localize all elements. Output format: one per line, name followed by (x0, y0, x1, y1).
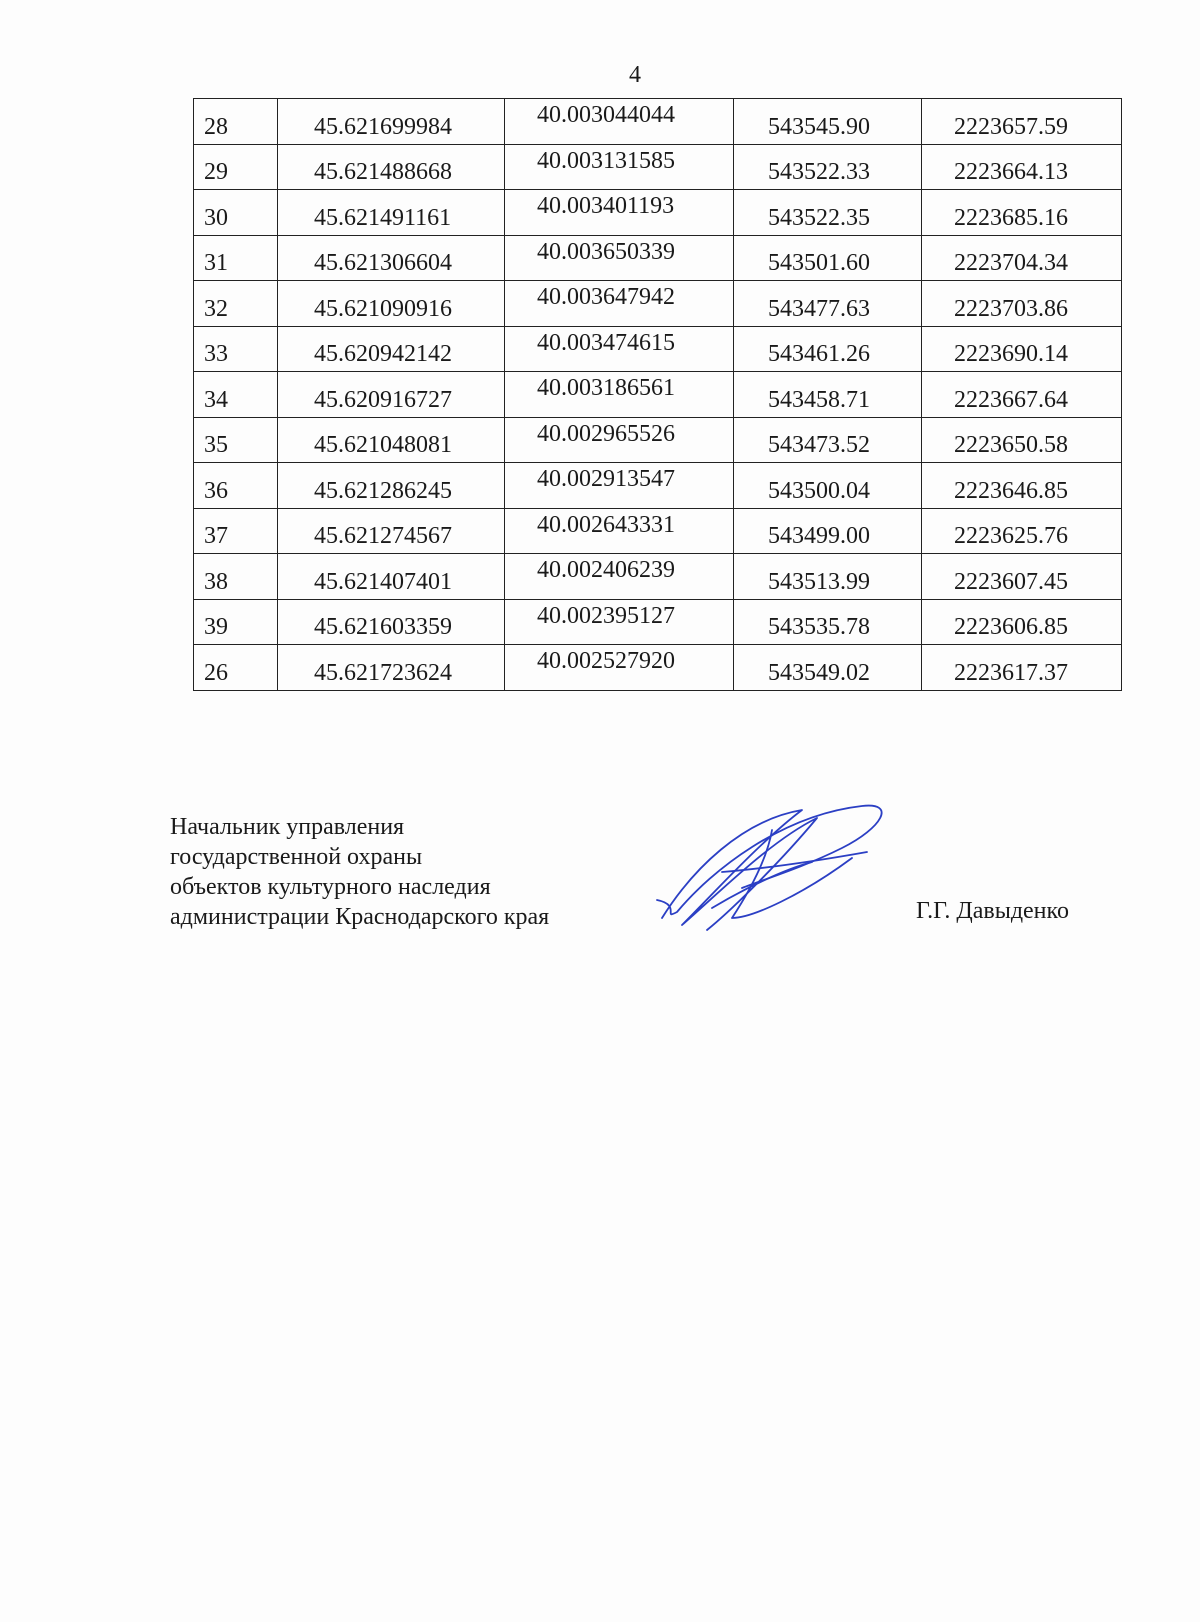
cell-latitude-text: 45.621090916 (314, 295, 452, 322)
cell-longitude-text: 40.003647942 (537, 284, 675, 310)
cell-x-coordinate (734, 599, 922, 645)
table-row (194, 281, 1122, 327)
table-row (194, 508, 1122, 554)
signatory-title-line: администрации Краснодарского края (170, 904, 550, 930)
cell-x-coordinate-text: 543477.63 (768, 295, 870, 322)
cell-latitude (278, 190, 505, 236)
coordinates-table (193, 98, 1122, 691)
coordinates-table-body (194, 99, 1122, 691)
cell-longitude-text: 40.002527920 (537, 648, 675, 674)
cell-point-number-text: 33 (204, 341, 228, 367)
cell-point-number (194, 645, 278, 691)
cell-latitude (278, 281, 505, 327)
cell-latitude (278, 599, 505, 645)
cell-latitude-text: 45.620916727 (314, 386, 452, 413)
cell-longitude-text: 40.002395127 (537, 602, 675, 629)
cell-x-coordinate (734, 645, 922, 691)
cell-point-number (194, 463, 278, 509)
cell-longitude-text: 40.002965526 (537, 420, 675, 447)
cell-point-number-text: 34 (204, 386, 228, 413)
cell-longitude (505, 99, 734, 145)
cell-y-coordinate (922, 554, 1122, 600)
cell-x-coordinate (734, 372, 922, 418)
cell-x-coordinate (734, 326, 922, 372)
cell-latitude-text: 45.621286245 (314, 477, 452, 504)
cell-x-coordinate (734, 463, 922, 509)
signatory-title-line: объектов культурного наследия (170, 874, 491, 900)
cell-latitude (278, 508, 505, 554)
cell-x-coordinate (734, 508, 922, 554)
table-row (194, 144, 1122, 190)
cell-point-number-text: 28 (204, 113, 228, 140)
cell-y-coordinate (922, 645, 1122, 691)
cell-latitude (278, 554, 505, 600)
cell-x-coordinate-text: 543458.71 (768, 386, 870, 413)
cell-x-coordinate (734, 235, 922, 281)
cell-y-coordinate-text: 2223664.13 (954, 159, 1068, 185)
cell-point-number-text: 35 (204, 432, 228, 458)
cell-y-coordinate (922, 417, 1122, 463)
cell-longitude (505, 599, 734, 645)
cell-longitude (505, 372, 734, 418)
cell-latitude (278, 326, 505, 372)
cell-latitude-text: 45.621274567 (314, 523, 452, 549)
cell-x-coordinate (734, 99, 922, 145)
cell-longitude-text: 40.002643331 (537, 511, 675, 538)
cell-y-coordinate (922, 326, 1122, 372)
cell-x-coordinate (734, 190, 922, 236)
cell-x-coordinate-text: 543473.52 (768, 432, 870, 458)
cell-y-coordinate (922, 463, 1122, 509)
cell-point-number (194, 554, 278, 600)
table-row (194, 463, 1122, 509)
signatory-name: Г.Г. Давыденко (916, 898, 1069, 924)
signatory-title-line: Начальник управления (170, 814, 405, 840)
cell-longitude-text: 40.003650339 (537, 238, 675, 265)
cell-latitude-text: 45.621603359 (314, 614, 452, 640)
cell-longitude-text: 40.002406239 (537, 557, 675, 583)
cell-latitude-text: 45.621488668 (314, 159, 452, 185)
cell-longitude (505, 190, 734, 236)
cell-longitude-text: 40.003131585 (537, 147, 675, 174)
cell-y-coordinate-text: 2223657.59 (954, 113, 1068, 140)
cell-point-number (194, 417, 278, 463)
cell-y-coordinate (922, 235, 1122, 281)
cell-latitude (278, 235, 505, 281)
cell-point-number (194, 99, 278, 145)
cell-latitude-text: 45.621306604 (314, 250, 452, 276)
cell-latitude (278, 372, 505, 418)
cell-x-coordinate-text: 543545.90 (768, 113, 870, 140)
cell-x-coordinate (734, 554, 922, 600)
cell-y-coordinate-text: 2223703.86 (954, 295, 1068, 322)
cell-y-coordinate (922, 281, 1122, 327)
cell-longitude (505, 326, 734, 372)
cell-point-number-text: 32 (204, 295, 228, 322)
cell-latitude (278, 645, 505, 691)
cell-longitude (505, 235, 734, 281)
cell-latitude-text: 45.621407401 (314, 568, 452, 595)
cell-y-coordinate (922, 190, 1122, 236)
cell-x-coordinate-text: 543549.02 (768, 659, 870, 686)
cell-longitude-text: 40.002913547 (537, 466, 675, 492)
cell-longitude (505, 554, 734, 600)
handwritten-signature (652, 800, 912, 960)
cell-y-coordinate (922, 372, 1122, 418)
table-row (194, 599, 1122, 645)
cell-point-number (194, 281, 278, 327)
cell-y-coordinate-text: 2223650.58 (954, 432, 1068, 458)
signatory-title (170, 812, 549, 932)
table-row (194, 372, 1122, 418)
cell-longitude (505, 144, 734, 190)
cell-point-number-text: 29 (204, 159, 228, 185)
cell-x-coordinate (734, 281, 922, 327)
cell-y-coordinate-text: 2223690.14 (954, 341, 1068, 367)
cell-point-number (194, 144, 278, 190)
table-row (194, 645, 1122, 691)
table-row (194, 235, 1122, 281)
cell-point-number (194, 235, 278, 281)
cell-y-coordinate-text: 2223606.85 (954, 614, 1068, 640)
cell-point-number (194, 508, 278, 554)
table-row (194, 99, 1122, 145)
cell-point-number (194, 190, 278, 236)
table-row (194, 417, 1122, 463)
cell-y-coordinate-text: 2223646.85 (954, 477, 1068, 504)
cell-point-number-text: 31 (204, 250, 228, 276)
cell-longitude (505, 508, 734, 554)
cell-x-coordinate (734, 417, 922, 463)
cell-y-coordinate-text: 2223625.76 (954, 523, 1068, 549)
cell-longitude (505, 645, 734, 691)
cell-x-coordinate-text: 543522.35 (768, 204, 870, 231)
cell-longitude-text: 40.003474615 (537, 329, 675, 356)
cell-latitude-text: 45.621048081 (314, 432, 452, 458)
cell-y-coordinate-text: 2223667.64 (954, 386, 1068, 413)
cell-latitude (278, 463, 505, 509)
signatory-title-line: государственной охраны (170, 844, 423, 870)
cell-longitude (505, 417, 734, 463)
cell-x-coordinate-text: 543499.00 (768, 523, 870, 549)
table-row (194, 554, 1122, 600)
cell-y-coordinate (922, 144, 1122, 190)
cell-y-coordinate-text: 2223704.34 (954, 250, 1068, 276)
cell-latitude-text: 45.620942142 (314, 341, 452, 367)
cell-point-number (194, 326, 278, 372)
cell-x-coordinate (734, 144, 922, 190)
cell-y-coordinate-text: 2223607.45 (954, 568, 1068, 595)
cell-latitude-text: 45.621723624 (314, 659, 452, 686)
cell-latitude-text: 45.621699984 (314, 113, 452, 140)
cell-latitude (278, 99, 505, 145)
cell-longitude-text: 40.003044044 (537, 102, 675, 128)
cell-x-coordinate-text: 543500.04 (768, 477, 870, 504)
cell-point-number-text: 37 (204, 523, 228, 549)
cell-point-number-text: 36 (204, 477, 228, 504)
cell-x-coordinate-text: 543535.78 (768, 614, 870, 640)
cell-point-number-text: 26 (204, 659, 228, 686)
cell-x-coordinate-text: 543501.60 (768, 250, 870, 276)
cell-longitude-text: 40.003186561 (537, 375, 675, 401)
cell-latitude (278, 144, 505, 190)
cell-longitude (505, 281, 734, 327)
cell-longitude (505, 463, 734, 509)
cell-point-number-text: 38 (204, 568, 228, 595)
cell-longitude-text: 40.003401193 (537, 193, 675, 219)
cell-latitude-text: 45.621491161 (314, 204, 452, 231)
cell-point-number-text: 39 (204, 614, 228, 640)
cell-point-number-text: 30 (204, 204, 228, 231)
cell-point-number (194, 599, 278, 645)
table-row (194, 190, 1122, 236)
cell-x-coordinate-text: 543513.99 (768, 568, 870, 595)
cell-latitude (278, 417, 505, 463)
cell-x-coordinate-text: 543522.33 (768, 159, 870, 185)
page-number: 4 (629, 62, 641, 88)
cell-x-coordinate-text: 543461.26 (768, 341, 870, 367)
cell-y-coordinate (922, 599, 1122, 645)
cell-y-coordinate-text: 2223685.16 (954, 204, 1068, 231)
cell-y-coordinate-text: 2223617.37 (954, 659, 1068, 686)
table-row (194, 326, 1122, 372)
cell-y-coordinate (922, 99, 1122, 145)
cell-point-number (194, 372, 278, 418)
cell-y-coordinate (922, 508, 1122, 554)
